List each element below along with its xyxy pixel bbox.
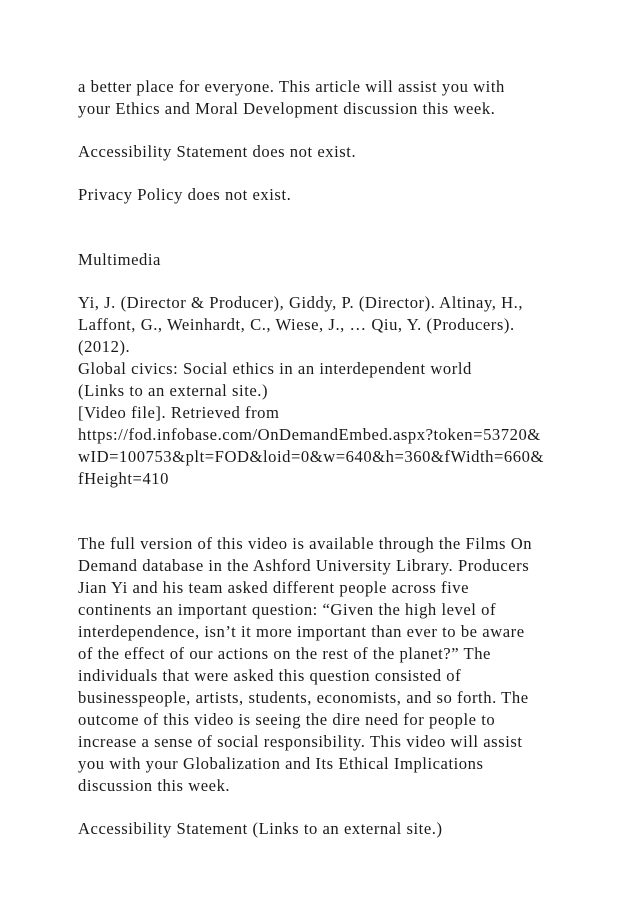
text-line: Privacy Policy does not exist. — [78, 185, 292, 204]
external-link[interactable]: (Links to an external site.) — [78, 381, 269, 400]
text-line: Accessibility Statement does not exist. — [78, 142, 357, 161]
text-line: of the effect of our actions on the rest of the planet?” The — [78, 644, 491, 663]
text-line: discussion this week. — [78, 776, 231, 795]
text-line: Demand database in the Ashford University Library. Producers — [78, 556, 530, 575]
citation-line: [Video file]. Retrieved from — [78, 403, 280, 422]
text-line: individuals that were asked this question consisted of — [78, 666, 462, 685]
citation-url: wID=100753&plt=FOD&loid=0&w=640&h=360&fWidth=660& — [78, 447, 544, 466]
citation-line: Laffont, G., Weinhardt, C., Wiese, J., … Qiu, Y. (Producers). — [78, 315, 515, 334]
text-line: continents an important question: “Given the high level of — [78, 600, 497, 619]
text-line: The full version of this video is available through the Films On — [78, 534, 533, 553]
citation-line: Yi, J. (Director & Producer), Giddy, P. (Director). Altinay, H., — [78, 293, 524, 312]
text-line: a better place for everyone. This article will assist you with — [78, 77, 505, 96]
text-line: you with your Globalization and Its Ethical Implications — [78, 754, 484, 773]
citation-line: (2012). — [78, 337, 131, 356]
citation-url: https://fod.infobase.com/OnDemandEmbed.aspx?token=53720& — [78, 425, 541, 444]
text-line: interdependence, isn’t it more important than ever to be aware — [78, 622, 525, 641]
citation-url: fHeight=410 — [78, 469, 169, 488]
text-line: increase a sense of social responsibility. This video will assist — [78, 732, 523, 751]
accessibility-statement-link[interactable]: Accessibility Statement (Links to an external site.) — [78, 819, 443, 838]
text-line: businesspeople, artists, students, economists, and so forth. The — [78, 688, 529, 707]
text-line: your Ethics and Moral Development discussion this week. — [78, 99, 496, 118]
citation-title: Global civics: Social ethics in an interdependent world — [78, 359, 472, 378]
section-heading-multimedia: Multimedia — [78, 250, 161, 269]
text-line: Jian Yi and his team asked different people across five — [78, 578, 470, 597]
text-line: outcome of this video is seeing the dire need for people to — [78, 710, 496, 729]
